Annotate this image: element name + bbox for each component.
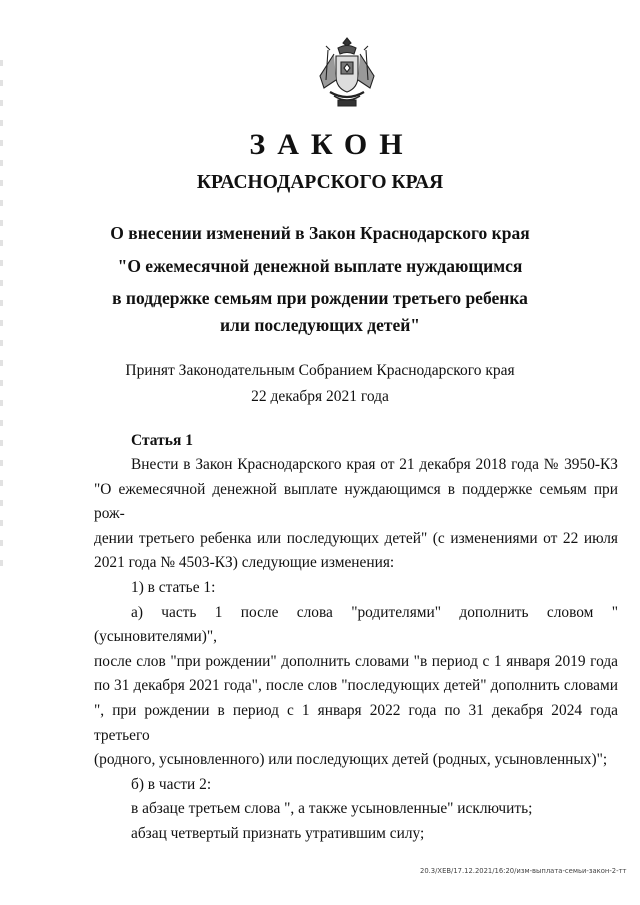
law-name-line-1: О внесении изменений в Закон Краснодарского края — [110, 223, 530, 243]
body-line: ", при рождении в период с 1 января 2022 года по 31 декабря 2024 года третьего — [94, 701, 618, 744]
body-line: 1) в статье 1: — [131, 578, 216, 596]
body-line: после слов "при рождении" дополнить словами "в период с 1 января 2019 года — [94, 652, 618, 670]
body-line: дении третьего ребенка или последующих детей" (с изменениями от 22 июля — [94, 529, 618, 547]
body-line: Внести в Закон Краснодарского края от 21 декабря 2018 года № 3950-КЗ — [131, 456, 618, 473]
file-reference: 20.3/ХЕВ/17.12.2021/16:20/изм-выплата-семьи-закон-2-тт — [420, 867, 627, 875]
coat-of-arms-icon — [314, 36, 380, 110]
article-heading: Статья 1 — [131, 432, 193, 449]
law-name-line-2: "О ежемесячной денежной выплате нуждающимся — [117, 256, 523, 276]
body-line: в абзаце третьем слова ", а также усыновленные" исключить; — [131, 800, 533, 818]
body-line: а) часть 1 после слова "родителями" дополнить словом "(усыновителями)", — [94, 603, 618, 646]
law-name-line-3: в поддержке семьям при рождении третьего ребенка — [112, 288, 528, 308]
body-line: 2021 года № 4503-КЗ) следующие изменения: — [94, 554, 395, 572]
document-title: ЗАКОН — [249, 128, 415, 161]
body-line: б) в части 2: — [131, 775, 212, 793]
article-body — [94, 453, 618, 847]
body-line: (родного, усыновленного) или последующих детей (родных, усыновленных)"; — [94, 751, 608, 769]
law-name-line-4: или последующих детей" — [219, 315, 421, 335]
body-line: "О ежемесячной денежной выплате нуждающимся в поддержке семьям при рож- — [94, 480, 618, 523]
adoption-date: 22 декабря 2021 года — [251, 388, 389, 405]
body-line: по 31 декабря 2021 года", после слов "последующих детей" дополнить словами — [94, 677, 618, 695]
issuing-region: КРАСНОДАРСКОГО КРАЯ — [196, 172, 444, 193]
body-line: абзац четвертый признать утратившим силу; — [131, 824, 425, 842]
adoption-statement: Принят Законодательным Собранием Краснодарского края — [125, 362, 515, 379]
